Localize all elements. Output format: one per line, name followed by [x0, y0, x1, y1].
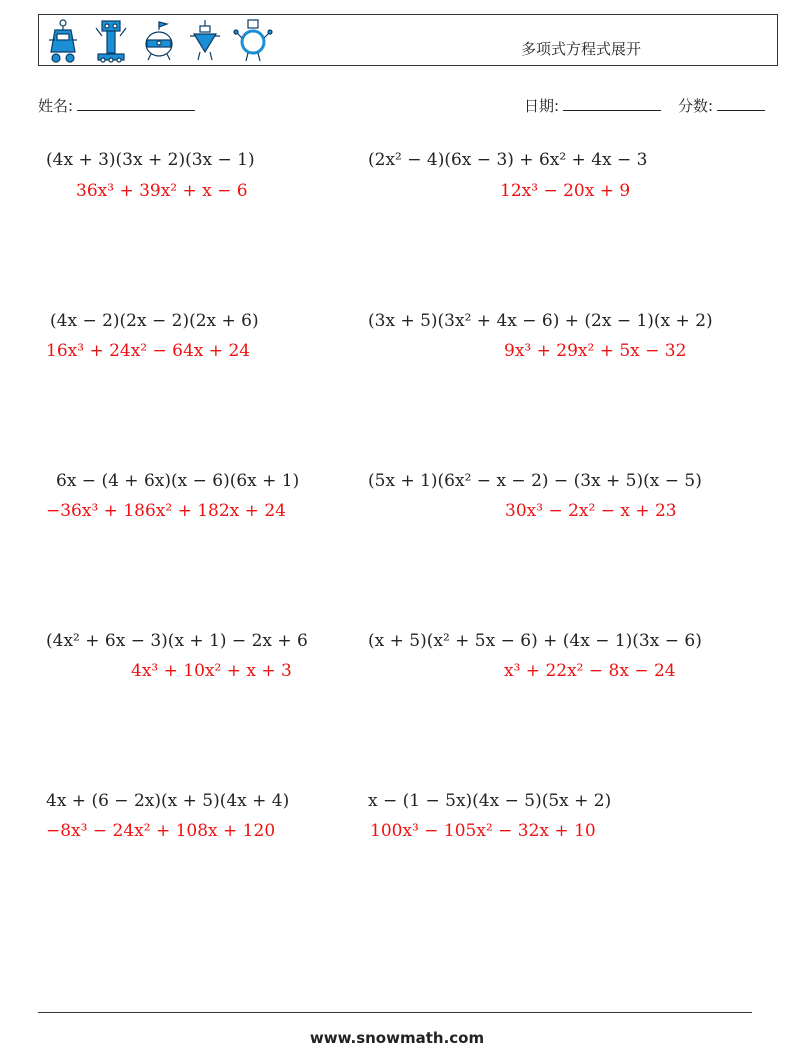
answer-7: 4x³ + 10x² + x + 3: [131, 661, 292, 681]
problem-1: (4x + 3)(3x + 2)(3x − 1): [46, 150, 255, 170]
problem-10: x − (1 − 5x)(4x − 5)(5x + 2): [368, 791, 612, 811]
name-blank[interactable]: [77, 94, 195, 111]
problem-4: (3x + 5)(3x² + 4x − 6) + (2x − 1)(x + 2): [368, 311, 713, 331]
problem-3: (4x − 2)(2x − 2)(2x + 6): [50, 311, 259, 331]
sheet-title: 多项式方程式展开: [521, 40, 642, 58]
answer-3: 16x³ + 24x² − 64x + 24: [46, 341, 251, 361]
robot-icon-2: [92, 18, 130, 64]
answer-10: 100x³ − 105x² − 32x + 10: [370, 821, 596, 841]
problem-9: 4x + (6 − 2x)(x + 5)(4x + 4): [46, 791, 290, 811]
name-field: [38, 94, 195, 116]
robot-icons: [45, 18, 279, 64]
score-label: 分数:: [678, 97, 714, 115]
answer-2: 12x³ − 20x + 9: [500, 181, 631, 201]
date-label: 日期:: [524, 97, 560, 115]
answer-6: 30x³ − 2x² − x + 23: [505, 501, 677, 521]
answer-9: −8x³ − 24x² + 108x + 120: [46, 821, 276, 841]
robot-icon-4: [188, 18, 222, 64]
robot-icon-5: [233, 18, 273, 64]
problem-5: 6x − (4 + 6x)(x − 6)(6x + 1): [56, 471, 300, 491]
answer-5: −36x³ + 186x² + 182x + 24: [46, 501, 286, 521]
robot-icon-1: [45, 18, 81, 64]
answer-8: x³ + 22x² − 8x − 24: [504, 661, 676, 681]
score-field: [678, 94, 765, 116]
problem-2: (2x² − 4)(6x − 3) + 6x² + 4x − 3: [368, 150, 648, 170]
header-box: [38, 14, 778, 66]
robot-icon-3: [141, 18, 177, 64]
footer-rule: [38, 1012, 752, 1013]
date-field: [524, 94, 661, 116]
answer-4: 9x³ + 29x² + 5x − 32: [504, 341, 687, 361]
problem-8: (x + 5)(x² + 5x − 6) + (4x − 1)(3x − 6): [368, 631, 702, 651]
score-blank[interactable]: [717, 94, 765, 111]
name-label: 姓名:: [38, 97, 74, 115]
problem-7: (4x² + 6x − 3)(x + 1) − 2x + 6: [46, 631, 308, 651]
problem-6: (5x + 1)(6x² − x − 2) − (3x + 5)(x − 5): [368, 471, 702, 491]
footer-url[interactable]: www.snowmath.com: [309, 1029, 485, 1047]
date-blank[interactable]: [563, 94, 661, 111]
answer-1: 36x³ + 39x² + x − 6: [76, 181, 248, 201]
